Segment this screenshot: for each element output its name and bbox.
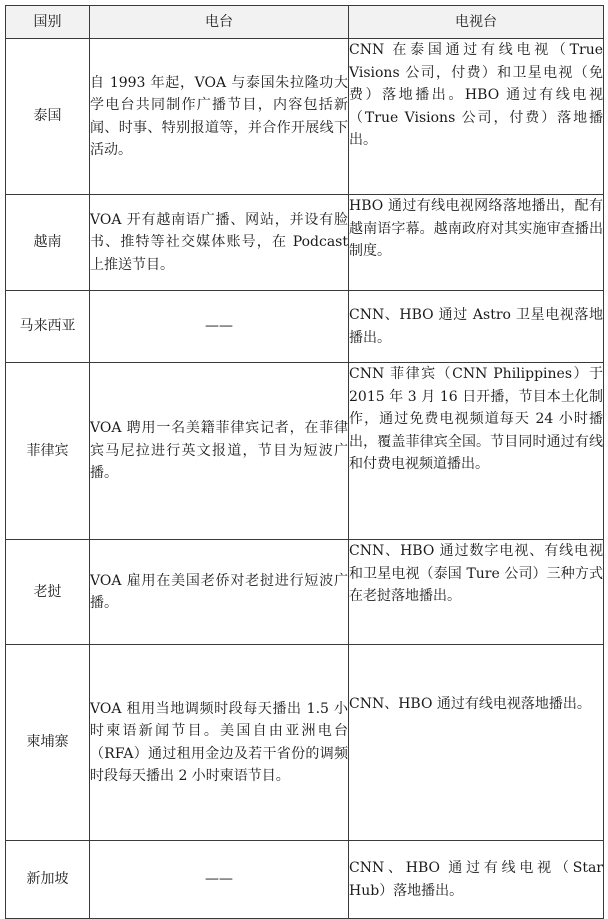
table-row (6, 645, 604, 841)
tv-cell: CNN、HBO 通过有线电视（Star Hub）落地播出。 (349, 841, 604, 919)
country-cell: 泰国 (6, 39, 90, 195)
table-header-row (6, 6, 604, 39)
table-row (6, 363, 604, 540)
country-cell: 柬埔寨 (6, 645, 90, 841)
radio-cell: VOA 租用当地调频时段每天播出 1.5 小时柬语新闻节目。美国自由亚洲电台（RFA）通过租用金边及若干省份的调频时段每天播出 2 小时柬语节目。 (90, 645, 349, 841)
radio-cell: 自 1993 年起，VOA 与泰国朱拉隆功大学电台共同制作广播节目，内容包括新闻、时事、特别报道等，并合作开展线下活动。 (90, 39, 349, 195)
country-cell: 新加坡 (6, 841, 90, 919)
tv-cell: CNN、HBO 通过有线电视落地播出。 (349, 645, 604, 841)
radio-cell: VOA 雇用在美国老侨对老挝进行短波广播。 (90, 540, 349, 645)
tv-cell: CNN 在泰国通过有线电视（True Visions 公司，付费）和卫星电视（免费）落地播出。HBO 通过有线电视（True Visions 公司，付费）落地播出。 (349, 39, 604, 195)
radio-cell: —— (90, 291, 349, 363)
header-radio: 电台 (90, 6, 349, 39)
country-cell: 菲律宾 (6, 363, 90, 540)
radio-cell: VOA 聘用一名美籍菲律宾记者，在菲律宾马尼拉进行英文报道，节目为短波广播。 (90, 363, 349, 540)
header-tv: 电视台 (349, 6, 604, 39)
radio-cell: VOA 开有越南语广播、网站，并设有脸书、推特等社交媒体账号，在 Podcast 上推送节目。 (90, 195, 349, 291)
tv-cell: CNN、HBO 通过 Astro 卫星电视落地播出。 (349, 291, 604, 363)
header-country: 国别 (6, 6, 90, 39)
tv-cell: CNN 菲律宾（CNN Philippines）于 2015 年 3 月 16 日开播，节目本土化制作，通过免费电视频道每天 24 小时播出，覆盖菲律宾全国。节目同时通过有线和付费电视频道播出。 (349, 363, 604, 540)
table-row (6, 195, 604, 291)
media-table (5, 5, 604, 919)
table-row (6, 39, 604, 195)
table-row (6, 841, 604, 919)
tv-cell: HBO 通过有线电视网络落地播出，配有越南语字幕。越南政府对其实施审查播出制度。 (349, 195, 604, 291)
tv-cell: CNN、HBO 通过数字电视、有线电视和卫星电视（泰国 Ture 公司）三种方式在老挝落地播出。 (349, 540, 604, 645)
country-cell: 越南 (6, 195, 90, 291)
table-row (6, 540, 604, 645)
country-cell: 马来西亚 (6, 291, 90, 363)
country-cell: 老挝 (6, 540, 90, 645)
table-row (6, 291, 604, 363)
radio-cell: —— (90, 841, 349, 919)
